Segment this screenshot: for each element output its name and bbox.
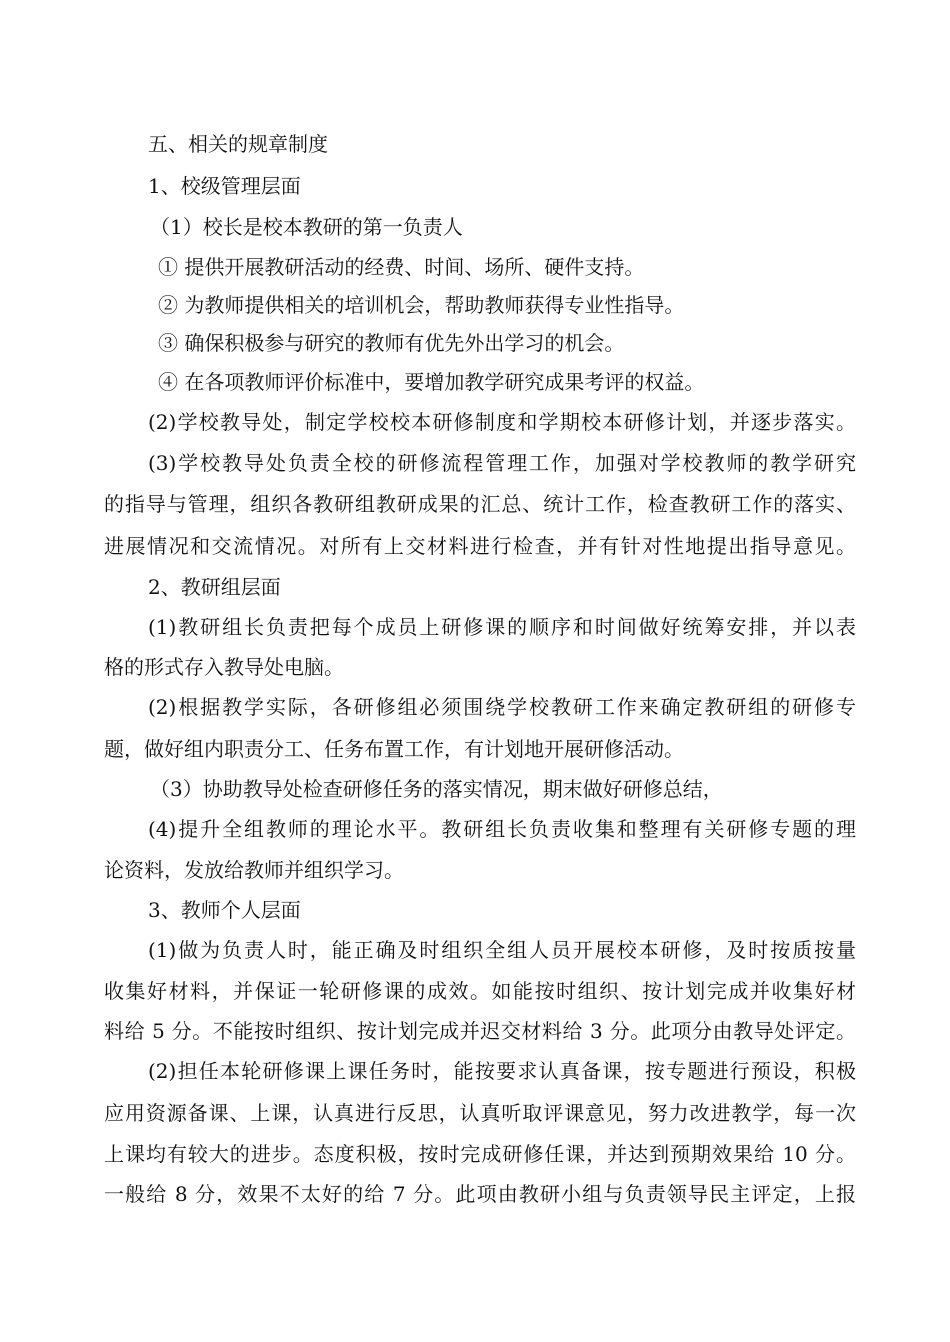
paragraph-line: （1）校长是校本教研的第一负责人 [150,215,463,239]
subsection-heading: 2、教研组层面 [148,575,281,599]
list-item: ④ 在各项教师评价标准中，要增加教学研究成果考评的权益。 [158,370,705,394]
paragraph-line: 的指导与管理，组织各教研组教研成果的汇总、统计工作，检查教研工作的落实、 [104,492,856,516]
paragraph-line: (2)根据教学实际，各研修组必须围绕学校教研工作来确定教研组的研修专 [148,695,856,719]
paragraph-line: 收集好材料，并保证一轮研修课的成效。如能按时组织、按计划完成并收集好材 [104,979,856,1003]
paragraph-line: (3)学校教导处负责全校的研修流程管理工作，加强对学校教师的教学研究 [148,451,856,475]
paragraph-line: 论资料，发放给教师并组织学习。 [104,858,404,882]
paragraph-line: 进展情况和交流情况。对所有上交材料进行检查，并有针对性地提出指导意见。 [104,534,856,558]
paragraph-line: 格的形式存入教导处电脑。 [104,655,344,679]
paragraph-line: (2)担任本轮研修课上课任务时，能按要求认真备课，按专题进行预设，积极 [148,1059,856,1083]
subsection-heading: 3、教师个人层面 [148,898,301,922]
paragraph-line: 应用资源备课、上课，认真进行反思，认真听取评课意见，努力改进教学，每一次 [104,1101,856,1125]
list-item: ③ 确保积极参与研究的教师有优先外出学习的机会。 [158,331,625,355]
paragraph-line: 一般给 8 分，效果不太好的给 7 分。此项由教研小组与负责领导民主评定，上报 [104,1182,856,1206]
paragraph-line: （3）协助教导处检查研修任务的落实情况，期末做好研修总结， [150,777,723,801]
paragraph-line: 题，做好组内职责分工、任务布置工作，有计划地开展研修活动。 [104,737,684,761]
subsection-heading: 1、校级管理层面 [148,174,301,198]
list-item: ① 提供开展教研活动的经费、时间、场所、硬件支持。 [158,255,645,279]
section-heading: 五、相关的规章制度 [148,132,328,156]
paragraph-line: 料给 5 分。不能按时组织、按计划完成并迟交材料给 3 分。此项分由教导处评定。 [104,1019,856,1043]
paragraph-line: (1)做为负责人时，能正确及时组织全组人员开展校本研修，及时按质按量 [148,938,856,962]
list-item: ② 为教师提供相关的培训机会，帮助教师获得专业性指导。 [158,293,685,317]
paragraph-line: (2)学校教导处，制定学校校本研修制度和学期校本研修计划，并逐步落实。 [148,410,856,434]
paragraph-line: (4)提升全组教师的理论水平。教研组长负责收集和整理有关研修专题的理 [148,817,856,841]
paragraph-line: (1)教研组长负责把每个成员上研修课的顺序和时间做好统筹安排，并以表 [148,615,856,639]
paragraph-line: 上课均有较大的进步。态度积极，按时完成研修任课，并达到预期效果给 10 分。 [104,1142,856,1166]
